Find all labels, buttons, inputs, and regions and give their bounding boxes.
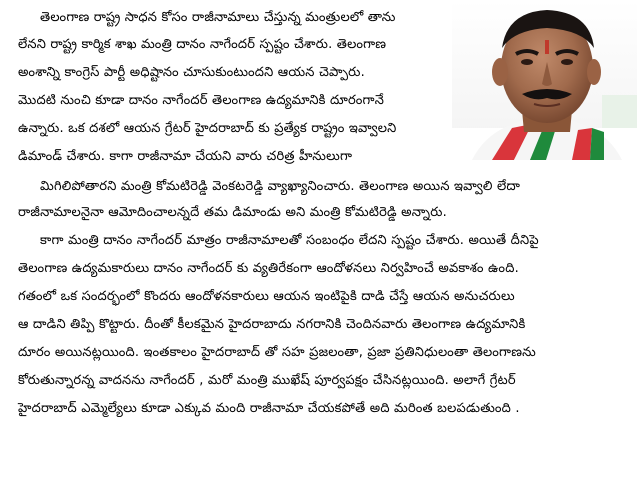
article-line-13: దూరం అయినట్లయింది. ఇంతకాలం హైదరాబాద్ తో సహ ప్రజలంతా, ప్రజా ప్రతినిధులంతా తెలంగాణను xyxy=(18,345,536,360)
article-line-2: లేనని రాష్ట్ర కార్మిక శాఖ మంత్రి దానం నాగేందర్ స్పష్టం చేశారు. తెలంగాణ xyxy=(18,37,387,52)
article-line-9: కాగా మంత్రి దానం నాగేందర్ మాత్రం రాజీనామాలతో సంబంధం లేదని స్పష్టం చేశారు. అయితే దీనిపై xyxy=(40,233,539,248)
article-line-6: డిమాండ్ చేశారు. కాగా రాజీనామా చేయని వారు చరిత్ర హీనులుగా xyxy=(18,149,353,164)
article-line-4: మొదటి నుంచి కూడా దానం నాగేందర్ తెలంగాణ ఉద్యమానికి దూరంగానే xyxy=(18,93,385,108)
article-line-10: తెలంగాణ ఉద్యమకారులు దానం నాగేందర్ కు వ్యతిరేకంగా ఆందోళనలు నిర్వహించే అవకాశం ఉంది. xyxy=(18,261,519,276)
article-line-5: ఉన్నారు. ఒక దశలో ఆయన గ్రేటర్ హైదరాబాద్ కు ప్రత్యేక రాష్ట్రం ఇవ్వాలని xyxy=(18,121,397,136)
article-line-11: గతంలో ఒక సందర్భంలో కొందరు ఆందోళనకారులు ఆయన ఇంటిపైకి దాడి చేస్తే ఆయన అనుచరులు xyxy=(18,289,515,304)
politician-photo xyxy=(452,0,637,160)
article-line-3: అంశాన్ని కాంగ్రెస్ పార్టీ అధిష్టానం చూసుకుంటుందని ఆయన చెప్పారు. xyxy=(18,65,365,80)
article-line-8: రాజీనామాలనైనా ఆమోదించాలన్నదే తమ డిమాండు అని మంత్రి కోమటిరెడ్డి అన్నారు. xyxy=(18,205,447,220)
article-line-7: మిగిలిపోతారని మంత్రి కోమటిరెడ్డి వెంకటరెడ్డి వ్యాఖ్యానించారు. తెలంగాణ అయిన ఇవ్వాలి లేదా xyxy=(40,179,521,194)
article-line-12: ఆ దాడిని తిప్పి కొట్టారు. దీంతో కీలకమైన హైదరాబాదు నగరానికి చెందినవారు తెలంగాణ ఉద్యమానికి xyxy=(18,317,526,332)
article-line-1: తెలంగాణ రాష్ట్ర సాధన కోసం రాజీనామాలు చేస్తున్న మంత్రులలో తాను xyxy=(40,10,396,25)
article-line-14: కోరుతున్నారన్న వాదనను నాగేందర్ , మరో మంత్రి ముఖేష్ పూర్వపక్షం చేసినట్లయింది. అలాగే గ్రేటర్ xyxy=(18,373,516,388)
article-line-15: హైదరాబాద్ ఎమ్మెల్యేలు కూడా ఎక్కువ మంది రాజీనామా చేయకపోతే అది మరింత బలపడుతుంది . xyxy=(18,401,520,416)
